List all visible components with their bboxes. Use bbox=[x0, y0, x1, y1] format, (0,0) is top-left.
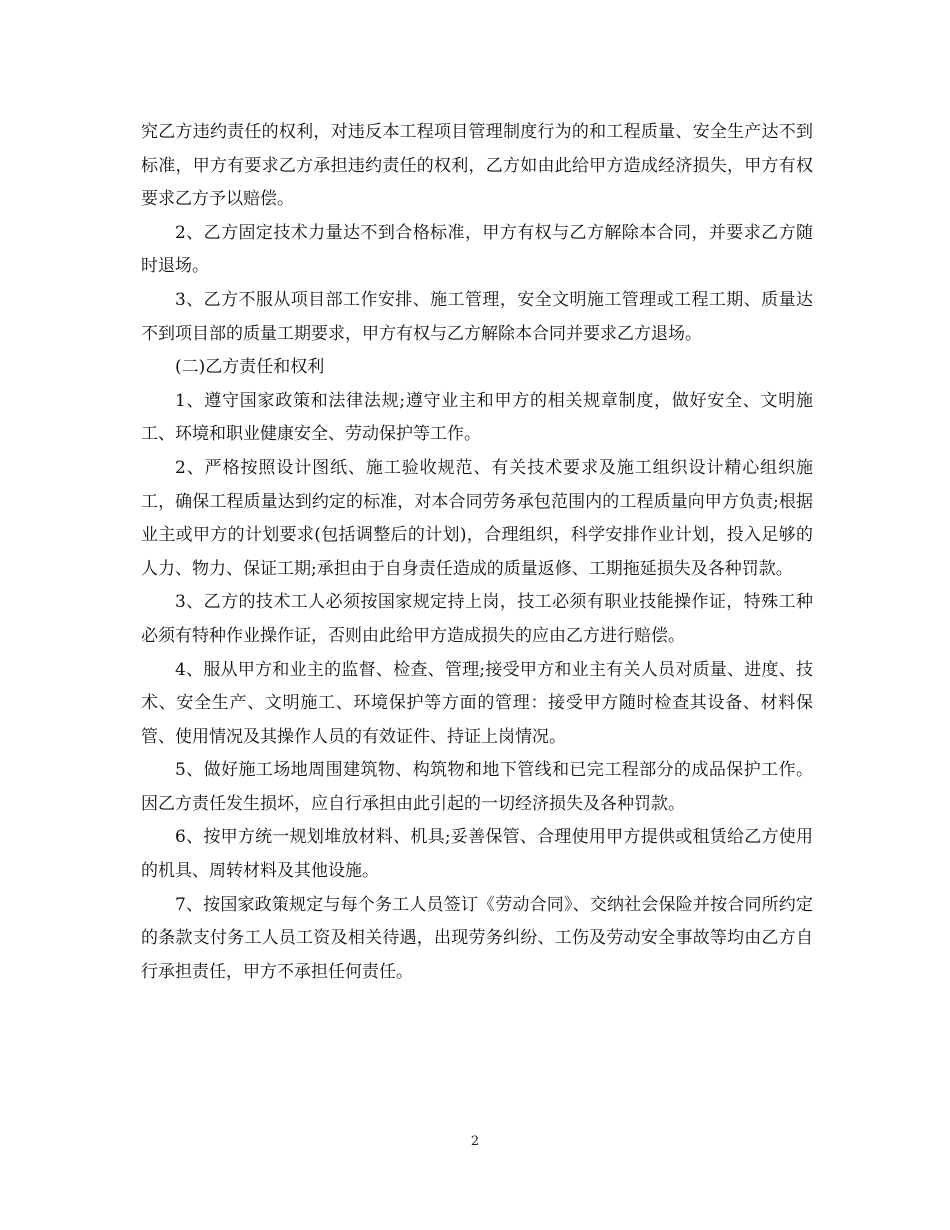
paragraph-party-b-item-6: 6、按甲方统一规划堆放材料、机具;妥善保管、合理使用甲方提供或租赁给乙方使用的机具、周转材料及其他设施。 bbox=[141, 827, 813, 882]
paragraph-party-b-item-2: 2、严格按照设计图纸、施工验收规范、有关技术要求及施工组织设计精心组织施工，确保工程质量达到约定的标准，对本合同劳务承包范围内的工程质量向甲方负责;根据业主或甲方的计划要求(包括调整后的计划)，合理组织，科学安排作业计划，投入足够的人力、物力、保证工期;承担由于自身责任造成的质量返修、工期拖延损失及各种罚款。 bbox=[141, 457, 813, 579]
paragraph-party-b-item-5: 5、做好施工场地周围建筑物、构筑物和地下管线和已完工程部分的成品保护工作。因乙方责任发生损坏，应自行承担由此引起的一切经济损失及各种罚款。 bbox=[141, 760, 813, 814]
page-number: 2 bbox=[470, 1134, 480, 1149]
document-body bbox=[141, 116, 813, 989]
section-heading-party-b: (二)乙方责任和权利 bbox=[175, 357, 325, 378]
paragraph-item-3: 3、乙方不服从项目部工作安排、施工管理，安全文明施工管理或工程工期、质量达不到项目部的质量工期要求，甲方有权与乙方解除本合同并要求乙方退场。 bbox=[141, 289, 813, 344]
paragraph-party-b-item-1: 1、遵守国家政策和法律法规;遵守业主和甲方的相关规章制度，做好安全、文明施工、环境和职业健康安全、劳动保护等工作。 bbox=[141, 390, 813, 445]
paragraph-party-b-item-7: 7、按国家政策规定与每个务工人员签订《劳动合同》、交纳社会保险并按合同所约定的条款支付务工人员工资及相关待遇，出现劳务纠纷、工伤及劳动安全事故等均由乙方自行承担责任，甲方不承担任何责任。 bbox=[141, 894, 813, 982]
paragraph-party-b-item-4: 4、服从甲方和业主的监督、检查、管理;接受甲方和业主有关人员对质量、进度、技术、安全生产、文明施工、环境保护等方面的管理：接受甲方随时检查其设备、材料保管、使用情况及其操作人员的有效证件、持证上岗情况。 bbox=[141, 659, 813, 747]
paragraph-item-2: 2、乙方固定技术力量达不到合格标准，甲方有权与乙方解除本合同，并要求乙方随时退场。 bbox=[141, 222, 813, 277]
paragraph-party-b-item-3: 3、乙方的技术工人必须按国家规定持上岗，技工必须有职业技能操作证，特殊工种必须有特种作业操作证，否则由此给甲方造成损失的应由乙方进行赔偿。 bbox=[141, 592, 813, 646]
paragraph-continuation: 究乙方违约责任的权利，对违反本工程项目管理制度行为的和工程质量、安全生产达不到标准，甲方有要求乙方承担违约责任的权利，乙方如由此给甲方造成经济损失，甲方有权要求乙方予以赔偿。 bbox=[141, 122, 813, 210]
